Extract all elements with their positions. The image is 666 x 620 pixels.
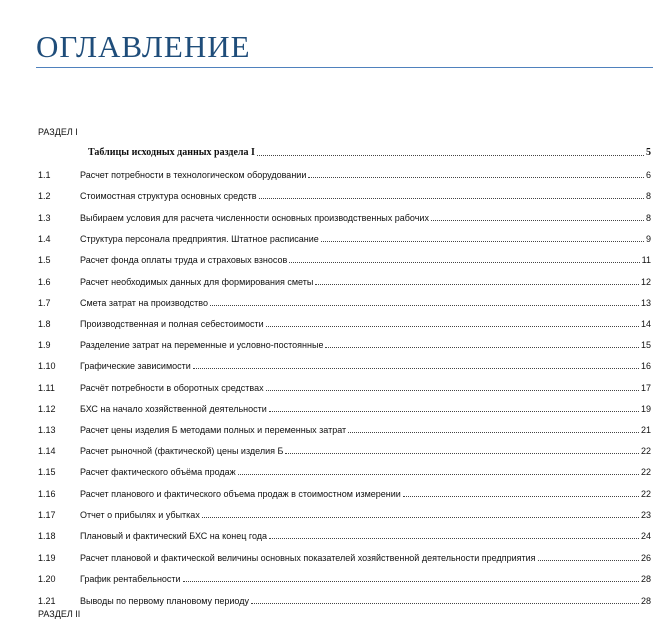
- toc-entry-text: График рентабельности: [80, 574, 181, 584]
- toc-entry-page-number: 8: [645, 191, 651, 201]
- toc-intro-entry[interactable]: [80, 147, 651, 159]
- dot-leader: [269, 411, 639, 412]
- section-label: РАЗДЕЛ II: [38, 609, 81, 619]
- toc-entry[interactable]: [38, 297, 651, 309]
- toc-entry-body: [80, 445, 651, 457]
- toc-entry-text: Расчет цены изделия Б методами полных и переменных затрат: [80, 425, 347, 435]
- dot-leader: [193, 368, 639, 369]
- toc-entry-body: [80, 530, 651, 542]
- toc-entry-text: Выводы по первому плановому периоду: [80, 596, 249, 606]
- toc-entry-number: 1.11: [38, 383, 55, 393]
- toc-entry-body: [80, 318, 651, 330]
- toc-entry[interactable]: [38, 276, 651, 288]
- toc-entry-body: [80, 466, 651, 478]
- toc-intro-body: [88, 147, 651, 159]
- toc-entry[interactable]: [38, 488, 651, 500]
- toc-entry-page-number: 22: [640, 446, 651, 456]
- toc-entry-number: 1.12: [38, 404, 56, 414]
- toc-entry-body: [80, 573, 651, 585]
- toc-entry[interactable]: [38, 190, 651, 202]
- toc-entry-number: 1.16: [38, 489, 56, 499]
- toc-entry[interactable]: [38, 466, 651, 478]
- toc-entry-text: Расчет фонда оплаты труда и страховых взносов: [80, 255, 288, 265]
- dot-leader: [238, 474, 639, 475]
- toc-entry[interactable]: [38, 424, 651, 436]
- dot-leader: [259, 198, 644, 199]
- dot-leader: [403, 496, 639, 497]
- toc-entry-page-number: 28: [640, 574, 651, 584]
- toc-entry-text: Расчет фактического объёма продаж: [80, 467, 236, 477]
- toc-entry[interactable]: [38, 318, 651, 330]
- dot-leader: [538, 560, 639, 561]
- toc-entry-body: [80, 212, 651, 224]
- toc-entry-body: [80, 190, 651, 202]
- toc-entry-number: 1.5: [38, 255, 51, 265]
- dot-leader: [257, 155, 644, 156]
- toc-entry-page-number: 26: [640, 553, 651, 563]
- toc-entry-text: Расчет плановой и фактической величины основных показателей хозяйственной деятельности предприятия: [80, 553, 536, 563]
- toc-entry-number: 1.19: [38, 553, 56, 563]
- toc-intro-page-number: 5: [646, 147, 651, 158]
- toc-entry-body: [80, 488, 651, 500]
- toc-entry-page-number: 11: [641, 255, 651, 265]
- toc-entry-number: 1.4: [38, 234, 51, 244]
- toc-entry[interactable]: [38, 445, 651, 457]
- dot-leader: [251, 603, 639, 604]
- toc-entry-number: 1.17: [38, 510, 56, 520]
- toc-entry[interactable]: [38, 382, 651, 394]
- toc-entry-text: Расчет потребности в технологическом оборудовании: [80, 170, 307, 180]
- toc-entry[interactable]: [38, 509, 651, 521]
- toc-entry-page-number: 15: [640, 340, 651, 350]
- toc-entry-page-number: 22: [640, 467, 651, 477]
- toc-entry-page-number: 24: [640, 531, 651, 541]
- toc-entry-text: Выбираем условия для расчета численности основных производственных рабочих: [80, 213, 429, 223]
- toc-entry-page-number: 16: [640, 361, 651, 371]
- section-label: РАЗДЕЛ I: [38, 127, 78, 137]
- toc-entry-page-number: 12: [640, 277, 651, 287]
- toc-entry-page-number: 6: [645, 170, 651, 180]
- toc-entry-number: 1.18: [38, 531, 56, 541]
- toc-entry-number: 1.2: [38, 191, 51, 201]
- toc-entry-text: БХС на начало хозяйственной деятельности: [80, 404, 267, 414]
- dot-leader: [431, 220, 644, 221]
- dot-leader: [269, 538, 639, 539]
- toc-entry-body: [80, 424, 651, 436]
- toc-entry[interactable]: [38, 169, 651, 181]
- toc-entry-text: Структура персонала предприятия. Штатное расписание: [80, 234, 319, 244]
- dot-leader: [285, 453, 639, 454]
- dot-leader: [266, 326, 639, 327]
- toc-intro-text: Таблицы исходных данных раздела I: [88, 147, 255, 158]
- dot-leader: [202, 517, 639, 518]
- toc-entry-page-number: 14: [640, 319, 651, 329]
- toc-entry-number: 1.9: [38, 340, 51, 350]
- toc-entry-body: [80, 169, 651, 181]
- dot-leader: [308, 177, 644, 178]
- toc-entry-number: 1.6: [38, 277, 51, 287]
- toc-entry[interactable]: [38, 595, 651, 607]
- toc-entry-text: Плановый и фактический БХС на конец года: [80, 531, 268, 541]
- toc-entry-number: 1.20: [38, 574, 56, 584]
- toc-entry-body: [80, 254, 651, 266]
- toc-entry[interactable]: [38, 360, 651, 372]
- toc-entry[interactable]: [38, 339, 651, 351]
- toc-entry-number: 1.10: [38, 361, 56, 371]
- toc-entry-text: Отчет о прибылях и убытках: [80, 510, 200, 520]
- page-title: ОГЛАВЛЕНИЕ: [36, 29, 251, 64]
- toc-entry-number: 1.13: [38, 425, 56, 435]
- toc-entry-body: [80, 595, 651, 607]
- toc-entry-body: [80, 382, 651, 394]
- toc-entry-text: Разделение затрат на переменные и условно-постоянные: [80, 340, 324, 350]
- toc-entry-body: [80, 276, 651, 288]
- toc-entry[interactable]: [38, 254, 651, 266]
- toc-entry-text: Расчет рыночной (фактической) цены изделия Б: [80, 446, 284, 456]
- toc-entry-number: 1.7: [38, 298, 51, 308]
- toc-entry-body: [80, 339, 651, 351]
- toc-entry[interactable]: [38, 233, 651, 245]
- toc-entry-number: 1.14: [38, 446, 56, 456]
- toc-entry-body: [80, 233, 651, 245]
- toc-entry-number: 1.21: [38, 596, 56, 606]
- dot-leader: [210, 305, 639, 306]
- toc-entry-text: Стоимостная структура основных средств: [80, 191, 257, 201]
- toc-entry-text: Расчет планового и фактического объема продаж в стоимостном измерении: [80, 489, 401, 499]
- toc-entry-text: Расчёт потребности в оборотных средствах: [80, 383, 264, 393]
- dot-leader: [289, 262, 639, 263]
- dot-leader: [321, 241, 644, 242]
- title-divider: [36, 67, 653, 68]
- dot-leader: [325, 347, 639, 348]
- toc-entry[interactable]: [38, 530, 651, 542]
- toc-entry-text: Графические зависимости: [80, 361, 191, 371]
- toc-entry-page-number: 22: [640, 489, 651, 499]
- toc-entry[interactable]: [38, 403, 651, 415]
- toc-entry-page-number: 21: [640, 425, 651, 435]
- toc-entry-body: [80, 509, 651, 521]
- toc-entry-text: Производственная и полная себестоимости: [80, 319, 264, 329]
- toc-entry-body: [80, 403, 651, 415]
- toc-entry-text: Расчет необходимых данных для формирования сметы: [80, 277, 314, 287]
- toc-entry-page-number: 17: [640, 383, 651, 393]
- toc-entry[interactable]: [38, 212, 651, 224]
- toc-entry-number: 1.3: [38, 213, 51, 223]
- toc-entry-page-number: 8: [645, 213, 651, 223]
- toc-entry-text: Смета затрат на производство: [80, 298, 208, 308]
- toc-entry-number: 1.15: [38, 467, 56, 477]
- dot-leader: [315, 284, 639, 285]
- dot-leader: [348, 432, 639, 433]
- toc-entry-page-number: 13: [640, 298, 651, 308]
- dot-leader: [183, 581, 639, 582]
- toc-entry-number: 1.8: [38, 319, 51, 329]
- toc-entry-number: 1.1: [38, 170, 51, 180]
- toc-entry[interactable]: [38, 552, 651, 564]
- toc-entry-page-number: 19: [640, 404, 651, 414]
- toc-entry-body: [80, 297, 651, 309]
- dot-leader: [266, 390, 639, 391]
- toc-entry-body: [80, 360, 651, 372]
- toc-entry[interactable]: [38, 573, 651, 585]
- toc-entry-page-number: 23: [640, 510, 651, 520]
- toc-entry-page-number: 9: [645, 234, 651, 244]
- toc-entry-body: [80, 552, 651, 564]
- toc-entry-page-number: 28: [640, 596, 651, 606]
